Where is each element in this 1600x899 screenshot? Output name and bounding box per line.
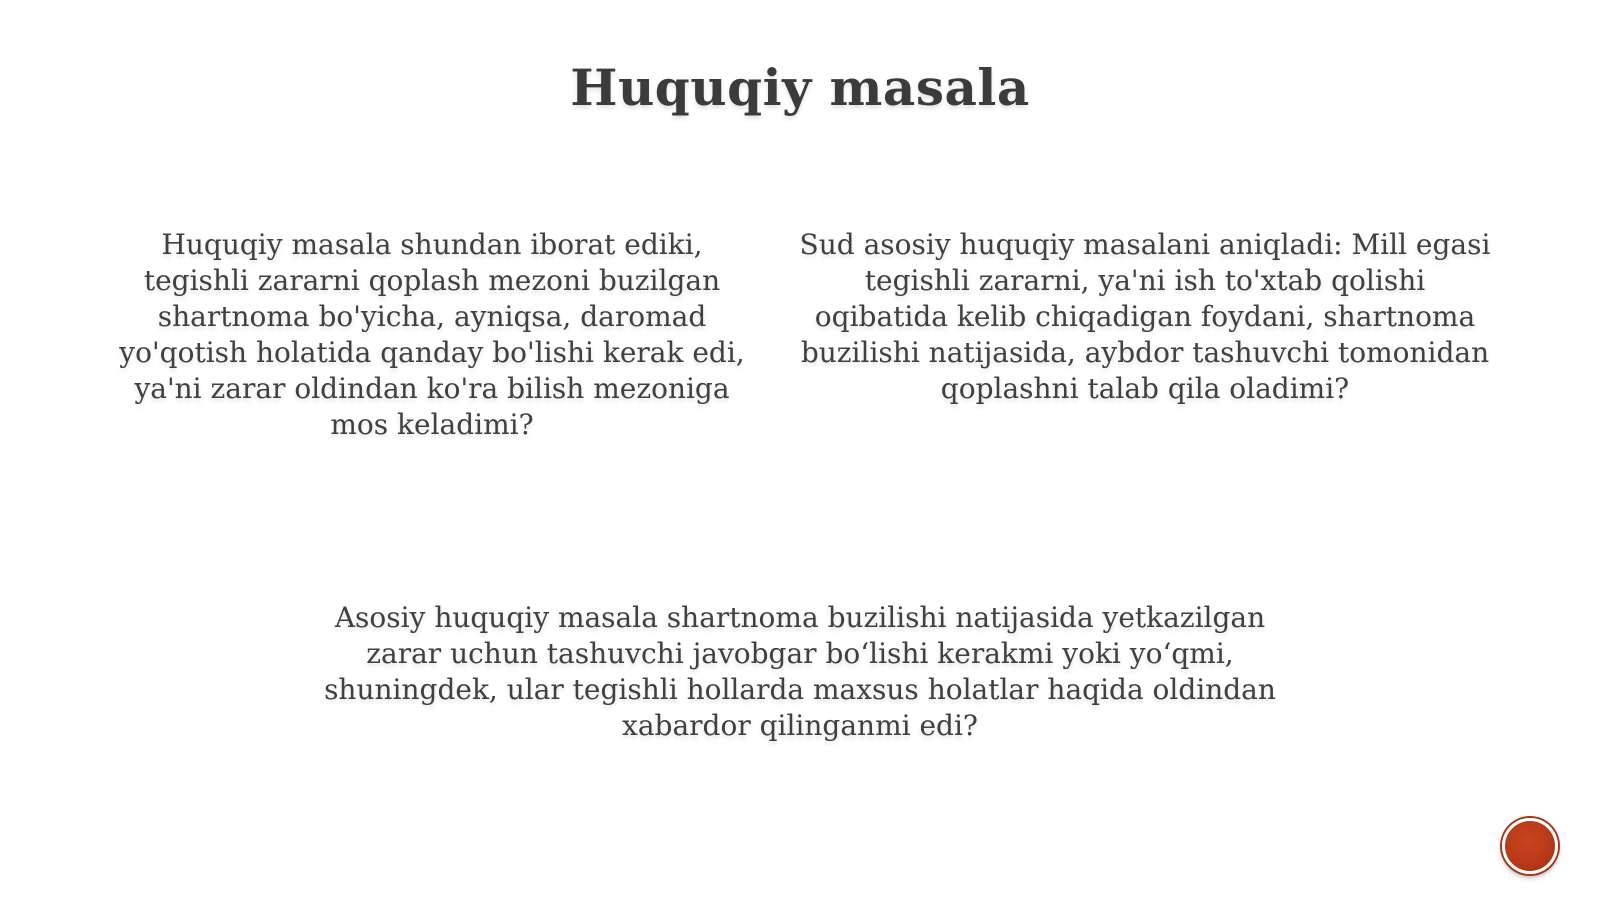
left-paragraph: Huquqiy masala shundan iborat ediki, tegishli zararni qoplash mezoni buzilgan shartnoma bo'yicha, ayniqsa, daromad yo'qotish holatida qanday bo'lishi kerak edi, ya'ni zarar oldindan ko'ra bilish mezoniga mos keladimi? [119, 228, 745, 441]
bottom-paragraph: Asosiy huquqiy masala shartnoma buzilishi natijasida yetkazilgan zarar uchun tashuvchi javobgar bo‘lishi kerakmi yoki yo‘qmi, shuningdek, ular tegishli hollarda maxsus holatlar haqida oldindan xabardor qilinganmi edi? [324, 601, 1276, 742]
red-circle-nav-icon[interactable] [1502, 818, 1558, 874]
right-paragraph: Sud asosiy huquqiy masalani aniqladi: Mill egasi tegishli zararni, ya'ni ish to'xtab qolishi oqibatida kelib chiqadigan foydani, shartnoma buzilishi natijasida, aybdor tashuvchi tomonidan qoplashni talab qila oladimi? [799, 228, 1491, 405]
slide-title: Huquqiy masala [570, 58, 1030, 117]
